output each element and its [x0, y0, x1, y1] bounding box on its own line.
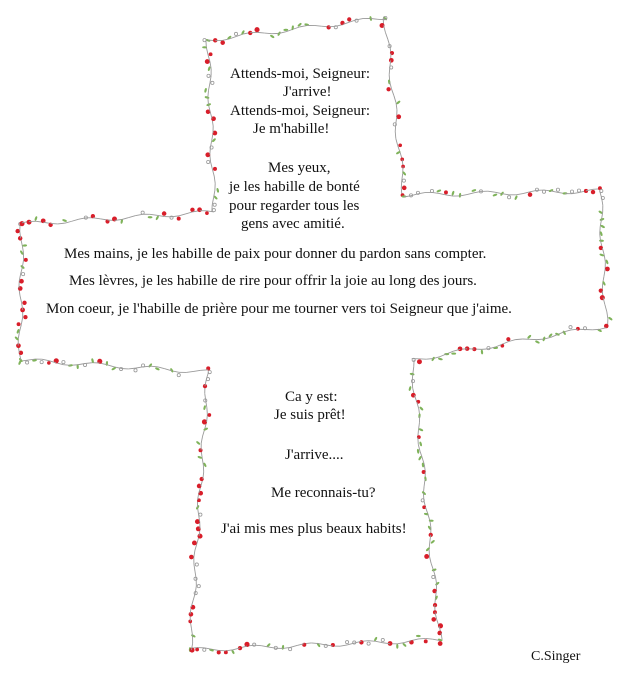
poem-line: Ca y est: [285, 389, 338, 405]
poem-line: Me reconnais-tu? [271, 485, 376, 501]
poem-line: Mon coeur, je l'habille de prière pour me tourner vers toi Seigneur que j'aime. [46, 301, 512, 317]
poem-line: Attends-moi, Seigneur: [230, 66, 370, 82]
poem-line: Attends-moi, Seigneur: [230, 103, 370, 119]
poem-line: J'ai mis mes plus beaux habits! [221, 521, 407, 537]
poem-line: Je suis prêt! [274, 407, 346, 423]
poem-line: je les habille de bonté [229, 179, 360, 195]
signature: C.Singer [531, 649, 581, 664]
poem-line: Mes lèvres, je les habille de rire pour offrir la joie au long des jours. [69, 273, 477, 289]
poem-line: J'arrive.... [285, 447, 344, 463]
poem-line: gens avec amitié. [241, 216, 345, 232]
poem-line: Je m'habille! [253, 121, 330, 137]
poem-line: J'arrive! [283, 84, 332, 100]
poem-line: pour regarder tous les [229, 198, 360, 214]
poem-line: Mes mains, je les habille de paix pour donner du pardon sans compter. [64, 246, 487, 262]
poem-line: Mes yeux, [268, 160, 331, 176]
